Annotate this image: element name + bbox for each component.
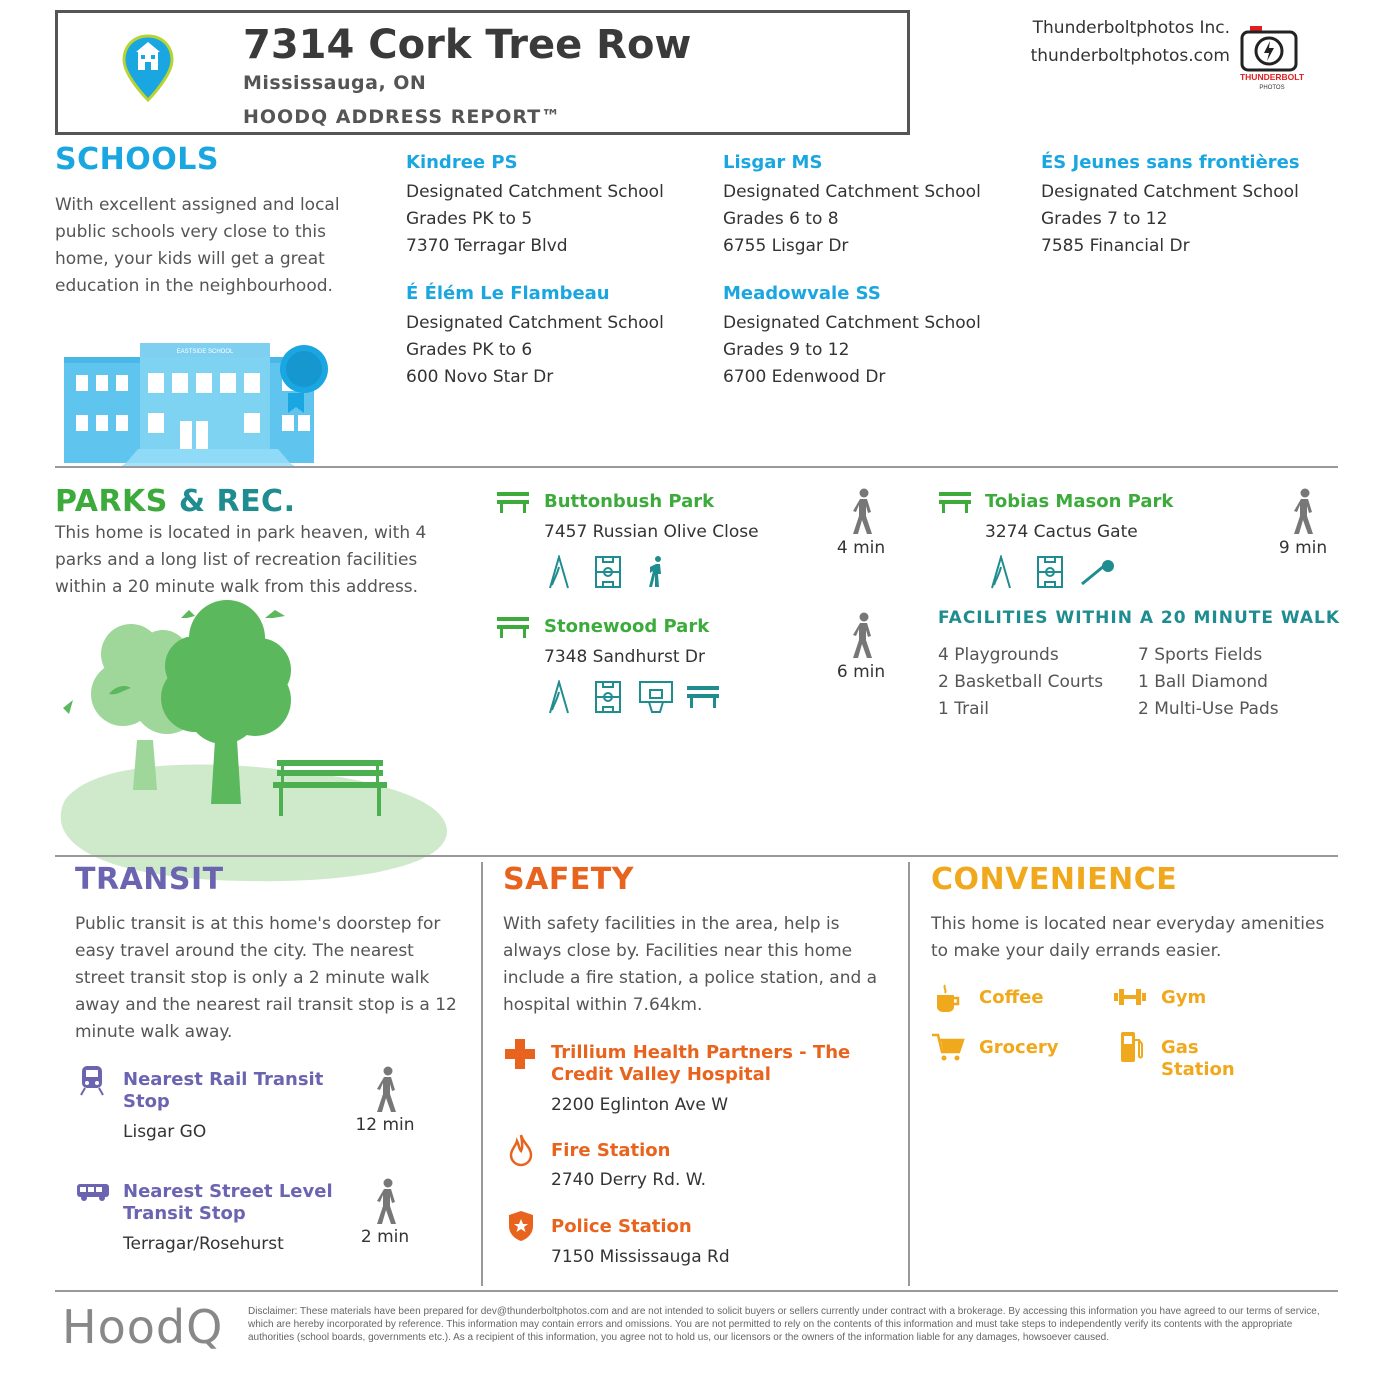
divider [55, 855, 1338, 857]
column-divider [908, 862, 910, 1286]
police-badge-icon [508, 1210, 534, 1242]
amenity-grocery[interactable]: Grocery [979, 1037, 1059, 1058]
safety-name[interactable]: Trillium Health Partners - The Credit Valley Hospital [551, 1042, 851, 1085]
amenity-gas-station[interactable]: Gas Station [1161, 1037, 1235, 1080]
amenity-gym[interactable]: Gym [1161, 987, 1207, 1008]
school-address: 600 Novo Star Dr [406, 367, 554, 387]
safety-address: 2200 Eglinton Ave W [551, 1095, 729, 1115]
facility-item: 2 Multi-Use Pads [1138, 699, 1279, 719]
svg-text:EASTSIDE SCHOOL: EASTSIDE SCHOOL [176, 349, 234, 355]
parks-title [55, 484, 295, 519]
walk-time: 9 min [1278, 538, 1328, 558]
divider [55, 466, 1338, 468]
facility-item: 4 Playgrounds [938, 645, 1059, 665]
school-address: 6700 Edenwood Dr [723, 367, 886, 387]
school-name[interactable]: ÉS Jeunes sans frontières [1041, 152, 1300, 173]
gym-dumbbell-icon [1112, 986, 1148, 1008]
walking-icon [848, 612, 878, 660]
address-city: Mississauga, ON [243, 72, 427, 94]
fire-icon [509, 1133, 533, 1167]
playground-icon [988, 555, 1014, 589]
school-name[interactable]: Lisgar MS [723, 152, 823, 173]
walking-icon [372, 1066, 402, 1114]
convenience-title: CONVENIENCE [931, 862, 1178, 897]
trail-icon [644, 555, 668, 589]
address-title: 7314 Cork Tree Row [243, 22, 692, 68]
transit-description: Public transit is at this home's doorstep for easy travel around the city. The nearest street transit stop is only a 2 minute walk away and the nearest rail transit stop is a 12 minute walk away. [75, 914, 457, 1042]
park-address: 3274 Cactus Gate [985, 522, 1138, 542]
school-grades: Grades 6 to 8 [723, 209, 839, 229]
walking-icon [848, 488, 878, 536]
safety-name[interactable]: Police Station [551, 1216, 692, 1237]
safety-address: 7150 Mississauga Rd [551, 1247, 730, 1267]
transit-title: TRANSIT [75, 862, 224, 897]
school-card [406, 283, 664, 391]
school-building-illustration [60, 333, 335, 468]
parks-title-a: PARKS [55, 484, 168, 519]
bench-icon [496, 615, 530, 639]
brand-name: Thunderboltphotos Inc. [1032, 18, 1230, 38]
playground-icon [546, 680, 572, 714]
park-name[interactable]: Stonewood Park [544, 616, 710, 637]
safety-title: SAFETY [503, 862, 634, 897]
school-type: Designated Catchment School [406, 182, 664, 202]
train-icon [78, 1064, 106, 1096]
school-name[interactable]: Kindree PS [406, 152, 518, 173]
facility-item: 7 Sports Fields [1138, 645, 1263, 665]
walk-time: 12 min [355, 1115, 415, 1135]
svg-text:PHOTOS: PHOTOS [1259, 85, 1285, 91]
school-type: Designated Catchment School [1041, 182, 1299, 202]
school-address: 6755 Lisgar Dr [723, 236, 849, 256]
facility-item: 1 Ball Diamond [1138, 672, 1268, 692]
school-grades: Grades 7 to 12 [1041, 209, 1168, 229]
bus-icon [76, 1182, 110, 1202]
sports-field-icon [594, 680, 622, 714]
grocery-cart-icon [931, 1032, 965, 1062]
school-address: 7370 Terragar Blvd [406, 236, 568, 256]
walking-icon [1289, 488, 1319, 536]
park-address: 7457 Russian Olive Close [544, 522, 759, 542]
safety-description: With safety facilities in the area, help is always close by. Facilities near this home include a fire station, a police station, and a hospital within 7.64km. [503, 914, 878, 1015]
school-card [723, 152, 981, 260]
divider [55, 1290, 1338, 1292]
column-divider [481, 862, 483, 1286]
facilities-title: FACILITIES WITHIN A 20 MINUTE WALK [938, 608, 1341, 628]
school-address: 7585 Financial Dr [1041, 236, 1190, 256]
parks-description: This home is located in park heaven, with 4 parks and a long list of recreation facilities within a 20 minute walk from this address. [55, 523, 427, 597]
school-name[interactable]: É Élém Le Flambeau [406, 283, 610, 304]
convenience-description: This home is located near everyday amenities to make your daily errands easier. [931, 914, 1325, 961]
amenity-coffee[interactable]: Coffee [979, 987, 1044, 1008]
schools-description: With excellent assigned and local public schools very close to this home, your kids will get a great education in the neighbourhood. [55, 195, 340, 296]
walk-time: 6 min [836, 662, 886, 682]
school-card [1041, 152, 1300, 260]
sports-field-icon [594, 555, 622, 589]
school-card [406, 152, 664, 260]
transit-name[interactable]: Nearest Rail Transit Stop [123, 1069, 324, 1112]
walk-time: 2 min [360, 1227, 410, 1247]
coffee-icon [934, 983, 962, 1013]
facility-item: 2 Basketball Courts [938, 672, 1104, 692]
sports-field-icon [1036, 555, 1064, 589]
bench-icon [496, 490, 530, 514]
basketball-court-icon [638, 680, 674, 714]
playground-icon [546, 555, 572, 589]
thunderbolt-camera-logo [1236, 24, 1308, 92]
school-card [723, 283, 981, 391]
brand-url[interactable]: thunderboltphotos.com [1030, 46, 1230, 66]
transit-stop: Lisgar GO [123, 1122, 207, 1142]
school-name[interactable]: Meadowvale SS [723, 283, 881, 304]
transit-stop: Terragar/Rosehurst [123, 1234, 284, 1254]
safety-address: 2740 Derry Rd. W. [551, 1170, 707, 1190]
hospital-cross-icon [503, 1037, 537, 1071]
facility-item: 1 Trail [938, 699, 989, 719]
transit-name[interactable]: Nearest Street Level Transit Stop [123, 1181, 333, 1224]
ball-diamond-icon [1080, 558, 1116, 586]
multi-use-pad-icon [686, 684, 720, 710]
parks-title-b: & REC. [178, 484, 296, 519]
school-type: Designated Catchment School [723, 313, 981, 333]
hoodq-logo: HoodQ [62, 1300, 224, 1354]
school-type: Designated Catchment School [723, 182, 981, 202]
school-grades: Grades PK to 6 [406, 340, 533, 360]
park-illustration [55, 590, 455, 890]
gas-station-icon [1118, 1030, 1144, 1064]
disclaimer-text: Disclaimer: These materials have been prepared for dev@thunderboltphotos.com and are not intended to solicit buyers or sellers currently under contract with a brokerage. By accessing this information you have agreed to our terms of service, which are hereby incorporated by reference. This information may contain errors and omissions. You are not permitted to rely on the contents of this information and must take steps to independently verify its contents with the appropriate authorities (school boards, governments etc.). As a recipient of this information, you agree not to hold us, our licensors or the owners of the information liable for any damages, howsoever caused. [248, 1306, 1320, 1343]
walk-time: 4 min [836, 538, 886, 558]
park-name[interactable]: Buttonbush Park [544, 491, 715, 512]
park-name[interactable]: Tobias Mason Park [985, 491, 1174, 512]
school-grades: Grades PK to 5 [406, 209, 533, 229]
school-type: Designated Catchment School [406, 313, 664, 333]
svg-text:THUNDERBOLT: THUNDERBOLT [1239, 72, 1305, 82]
schools-title: SCHOOLS [55, 142, 219, 177]
home-location-pin-icon [122, 34, 174, 104]
safety-name[interactable]: Fire Station [551, 1140, 671, 1161]
report-label: HOODQ ADDRESS REPORT™ [243, 106, 562, 128]
bench-icon [938, 490, 972, 514]
walking-icon [372, 1178, 402, 1226]
school-grades: Grades 9 to 12 [723, 340, 850, 360]
park-address: 7348 Sandhurst Dr [544, 647, 705, 667]
